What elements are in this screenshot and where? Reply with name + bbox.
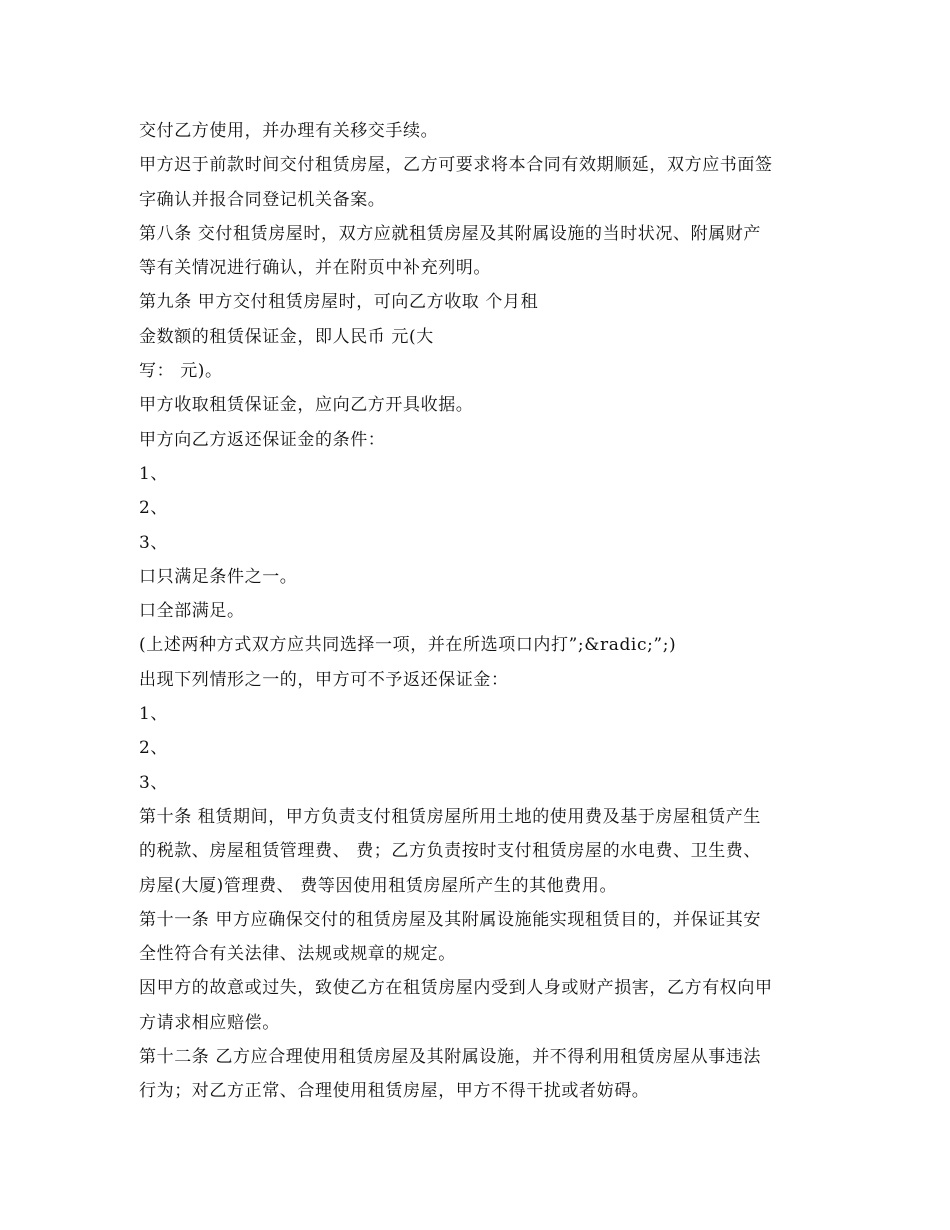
text-line: 出现下列情形之一的，甲方可不予返还保证金： [139,669,509,690]
text-line: 甲方迟于前款时间交付租赁房屋，乙方可要求将本合同有效期顺延，双方应书面签 [139,155,773,176]
list-item: 1、 [139,704,169,725]
list-item: 1、 [139,463,169,484]
article-8-heading-line: 第八条 交付租赁房屋时，双方应就租赁房屋及其附属设施的当时状况、附属财产 [139,223,762,244]
article-11-heading-line: 第十一条 甲方应确保交付的租赁房屋及其附属设施能实现租赁目的，并保证其安 [139,909,762,930]
text-line: 甲方收取租赁保证金，应向乙方开具收据。 [139,395,474,416]
list-item: 2、 [139,738,169,759]
text-line: 因甲方的故意或过失，致使乙方在租赁房屋内受到人身或财产损害，乙方有权向甲 [139,978,773,999]
text-line: 字确认并报合同登记机关备案。 [139,189,386,210]
list-item: 2、 [139,498,169,519]
article-12-heading-line: 第十二条 乙方应合理使用租赁房屋及其附属设施，并不得利用租赁房屋从事违法 [139,1047,762,1068]
text-line: 写： 元)。 [139,361,223,382]
text-line: 行为；对乙方正常、合理使用租赁房屋，甲方不得干扰或者妨碍。 [139,1081,650,1102]
text-line: 等有关情况进行确认，并在附页中补充列明。 [139,258,491,279]
checkbox-option-line: 口只满足条件之一。 [139,566,298,587]
article-10-heading-line: 第十条 租赁期间，甲方负责支付租赁房屋所用土地的使用费及基于房屋租赁产生 [139,806,762,827]
text-line: 的税款、房屋租赁管理费、 费；乙方负责按时支付租赁房屋的水电费、卫生费、 [139,841,762,862]
list-item: 3、 [139,772,169,793]
document-body [139,114,819,1109]
text-line: 金数额的租赁保证金，即人民币 元(大 [139,326,434,347]
text-line: (上述两种方式双方应共同选择一项，并在所选项口内打”;&radic;”;) [139,635,677,656]
text-line: 房屋(大厦)管理费、 费等因使用租赁房屋所产生的其他费用。 [139,875,618,896]
checkbox-option-line: 口全部满足。 [139,601,245,622]
list-item: 3、 [139,532,169,553]
text-line: 方请求相应赔偿。 [139,1012,280,1033]
text-line: 交付乙方使用，并办理有关移交手续。 [139,121,439,141]
text-line: 全性符合有关法律、法规或规章的规定。 [139,944,456,965]
text-line: 甲方向乙方返还保证金的条件： [139,429,386,450]
article-9-heading-line: 第九条 甲方交付租赁房屋时，可向乙方收取 个月租 [139,292,539,313]
